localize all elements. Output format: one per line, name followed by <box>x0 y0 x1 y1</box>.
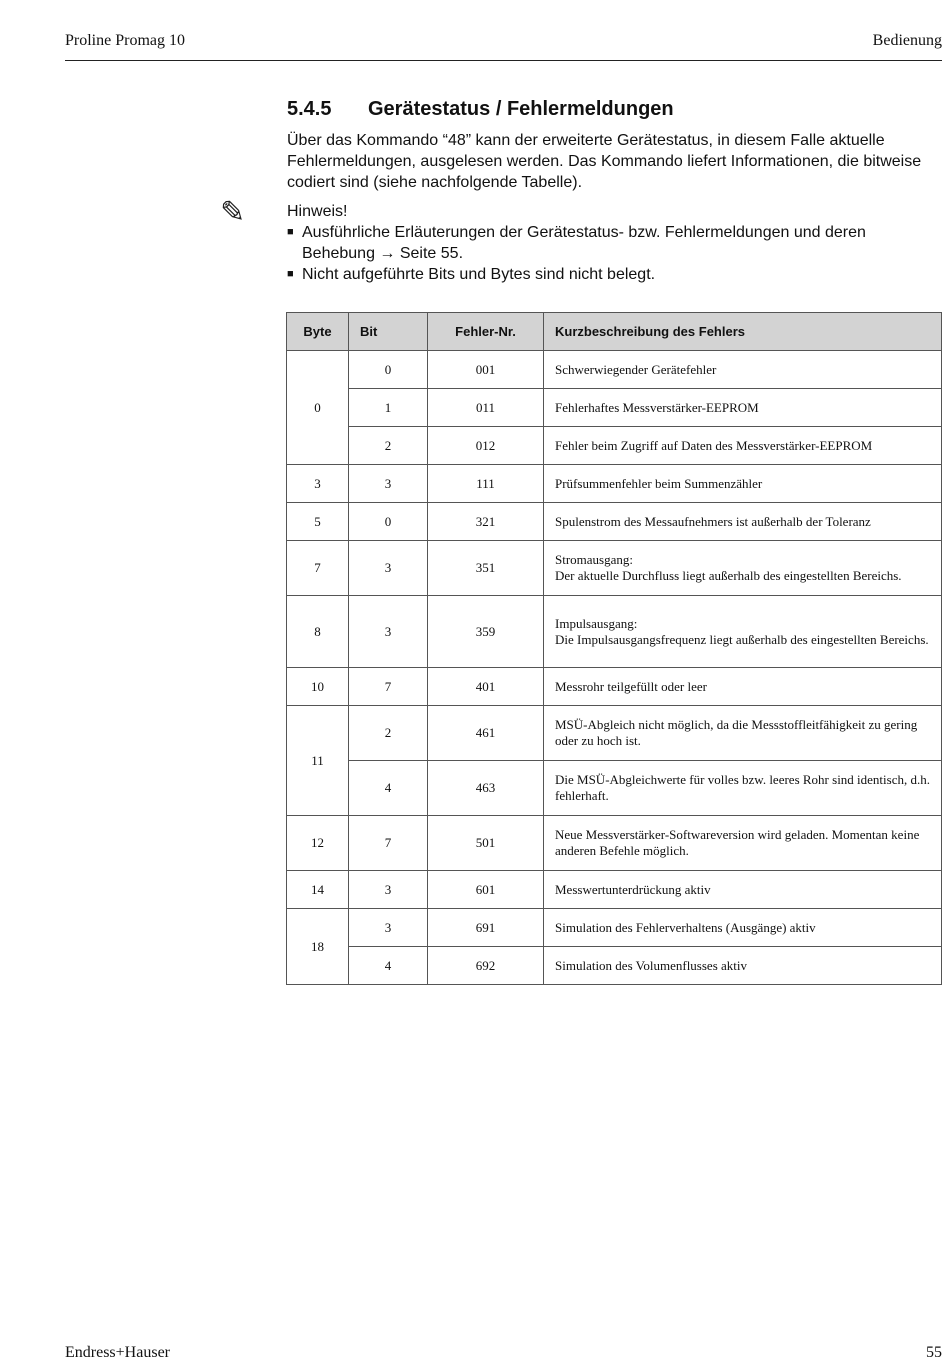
cell-bit: 3 <box>349 541 428 596</box>
cell-bit: 3 <box>349 909 428 947</box>
column-header-error-number: Fehler-Nr. <box>428 313 544 351</box>
note-item: ■ Ausführliche Erläuterungen der Gerätestatus- bzw. Fehlermeldungen und deren Behebung → Seite 55. <box>287 222 927 264</box>
cell-byte: 3 <box>287 465 349 503</box>
cell-byte: 0 <box>287 351 349 465</box>
cell-error-number: 359 <box>428 596 544 668</box>
cell-description: Simulation des Volumenflusses aktiv <box>544 947 942 985</box>
cell-byte: 11 <box>287 706 349 816</box>
page-number: 55 <box>926 1344 942 1361</box>
section-number: 5.4.5 <box>287 98 332 120</box>
column-header-bit: Bit <box>349 313 428 351</box>
cell-error-number: 011 <box>428 389 544 427</box>
cell-description: Neue Messverstärker-Softwareversion wird geladen. Momentan keine anderen Befehle möglich. <box>544 816 942 871</box>
cell-description: MSÜ-Abgleich nicht möglich, da die Messstoffleitfähigkeit zu gering oder zu hoch ist. <box>544 706 942 761</box>
table-row <box>287 427 942 465</box>
note-title: Hinweis! <box>287 203 348 220</box>
table-row <box>287 947 942 985</box>
cell-bit: 2 <box>349 427 428 465</box>
cell-byte: 14 <box>287 871 349 909</box>
footer-company: Endress+Hauser <box>65 1344 170 1361</box>
table-row <box>287 351 942 389</box>
cell-description: Die MSÜ-Abgleichwerte für volles bzw. leeres Rohr sind identisch, d.h. fehlerhaft. <box>544 761 942 816</box>
cell-error-number: 351 <box>428 541 544 596</box>
table-row <box>287 761 942 816</box>
column-header-description: Kurzbeschreibung des Fehlers <box>544 313 942 351</box>
table-row <box>287 503 942 541</box>
table-row <box>287 541 942 596</box>
cell-description: Messrohr teilgefüllt oder leer <box>544 668 942 706</box>
cell-description: Messwertunterdrückung aktiv <box>544 871 942 909</box>
table-row <box>287 465 942 503</box>
cell-description: Impulsausgang: Die Impulsausgangsfrequenz liegt außerhalb des eingestellten Bereichs. <box>544 596 942 668</box>
cell-error-number: 012 <box>428 427 544 465</box>
intro-paragraph: Über das Kommando “48” kann der erweiterte Gerätestatus, in diesem Falle aktuelle Fehlermeldungen, ausgelesen werden. Das Kommando liefert Informationen, die bitweise codiert sind (siehe nachfolgende Tabelle). <box>287 132 922 191</box>
page-header <box>65 32 942 61</box>
table-row <box>287 816 942 871</box>
cell-error-number: 692 <box>428 947 544 985</box>
error-table <box>286 312 942 985</box>
cell-error-number: 321 <box>428 503 544 541</box>
cell-error-number: 601 <box>428 871 544 909</box>
header-chapter-name: Bedienung <box>872 32 942 49</box>
cell-bit: 4 <box>349 761 428 816</box>
cell-bit: 7 <box>349 816 428 871</box>
cell-error-number: 401 <box>428 668 544 706</box>
cell-bit: 3 <box>349 596 428 668</box>
note-list <box>287 222 927 285</box>
cell-byte: 18 <box>287 909 349 985</box>
cell-error-number: 691 <box>428 909 544 947</box>
cell-description: Simulation des Fehlerverhaltens (Ausgänge) aktiv <box>544 909 942 947</box>
cell-error-number: 111 <box>428 465 544 503</box>
table-row <box>287 389 942 427</box>
cell-bit: 1 <box>349 389 428 427</box>
cell-description: Fehlerhaftes Messverstärker-EEPROM <box>544 389 942 427</box>
cell-description: Prüfsummenfehler beim Summenzähler <box>544 465 942 503</box>
table-row <box>287 596 942 668</box>
cell-byte: 8 <box>287 596 349 668</box>
cell-bit: 0 <box>349 503 428 541</box>
table-header-row <box>287 313 942 351</box>
cell-error-number: 461 <box>428 706 544 761</box>
cell-byte: 10 <box>287 668 349 706</box>
table-row <box>287 706 942 761</box>
cell-error-number: 501 <box>428 816 544 871</box>
pencil-icon: ✎ <box>220 195 246 230</box>
cell-error-number: 463 <box>428 761 544 816</box>
cell-byte: 5 <box>287 503 349 541</box>
cell-bit: 0 <box>349 351 428 389</box>
note-block <box>287 201 927 285</box>
cell-description: Fehler beim Zugriff auf Daten des Messverstärker-EEPROM <box>544 427 942 465</box>
cell-bit: 4 <box>349 947 428 985</box>
header-product-name: Proline Promag 10 <box>65 32 185 49</box>
cell-byte: 7 <box>287 541 349 596</box>
cell-bit: 7 <box>349 668 428 706</box>
table-row <box>287 909 942 947</box>
note-item: ■ Nicht aufgeführte Bits und Bytes sind nicht belegt. <box>287 264 927 285</box>
table-row <box>287 871 942 909</box>
cell-error-number: 001 <box>428 351 544 389</box>
column-header-byte: Byte <box>287 313 349 351</box>
cell-description: Stromausgang: Der aktuelle Durchfluss liegt außerhalb des eingestellten Bereichs. <box>544 541 942 596</box>
cell-bit: 2 <box>349 706 428 761</box>
cell-bit: 3 <box>349 465 428 503</box>
cell-description: Spulenstrom des Messaufnehmers ist außerhalb der Toleranz <box>544 503 942 541</box>
section-heading <box>287 98 674 121</box>
cell-bit: 3 <box>349 871 428 909</box>
cell-byte: 12 <box>287 816 349 871</box>
table-row <box>287 668 942 706</box>
cell-description: Schwerwiegender Gerätefehler <box>544 351 942 389</box>
section-title: Gerätestatus / Fehlermeldungen <box>368 98 674 120</box>
